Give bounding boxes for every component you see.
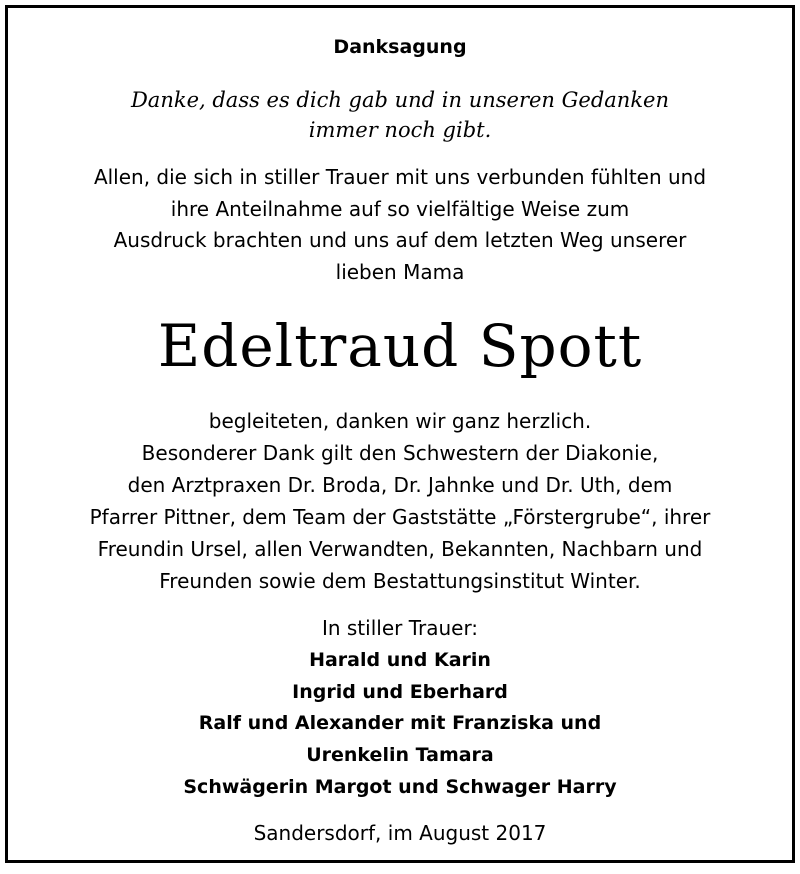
mourner-line-1: Harald und Karin	[309, 649, 491, 671]
thanks-line-3: den Arztpraxen Dr. Broda, Dr. Jahnke und Dr. Uth, dem	[127, 473, 673, 497]
thanks-line-1: begleiteten, danken wir ganz herzlich.	[208, 409, 592, 433]
mourning-label: In stiller Trauer:	[321, 616, 479, 640]
thanks-line-5: Freundin Ursel, allen Verwandten, Bekannten, Nachbarn und	[97, 537, 703, 561]
deceased-name: Edeltraud Spott	[157, 312, 643, 380]
intro-line-4: lieben Mama	[335, 260, 465, 284]
obituary-card	[5, 5, 795, 863]
place-date: Sandersdorf, im August 2017	[253, 821, 547, 845]
heading: Danksagung	[333, 36, 467, 58]
intro-line-3: Ausdruck brachten und uns auf dem letzten Weg unserer	[113, 228, 687, 252]
mourner-line-3: Ralf und Alexander mit Franziska und	[198, 712, 602, 734]
motto-line-2: immer noch gibt.	[308, 118, 492, 142]
intro-line-1: Allen, die sich in stiller Trauer mit uns verbunden fühlten und	[93, 165, 707, 189]
thanks-line-2: Besonderer Dank gilt den Schwestern der Diakonie,	[141, 441, 659, 465]
mourner-line-4: Urenkelin Tamara	[306, 744, 494, 766]
thanks-line-4: Pfarrer Pittner, dem Team der Gaststätte „Förstergrube“, ihrer	[89, 505, 711, 529]
motto-line-1: Danke, dass es dich gab und in unseren Gedanken	[130, 88, 670, 112]
mourner-line-2: Ingrid und Eberhard	[292, 681, 508, 703]
mourner-line-5: Schwägerin Margot und Schwager Harry	[183, 776, 617, 798]
thanks-line-6: Freunden sowie dem Bestattungsinstitut Winter.	[159, 569, 641, 593]
intro-line-2: ihre Anteilnahme auf so vielfältige Weise zum	[170, 197, 630, 221]
